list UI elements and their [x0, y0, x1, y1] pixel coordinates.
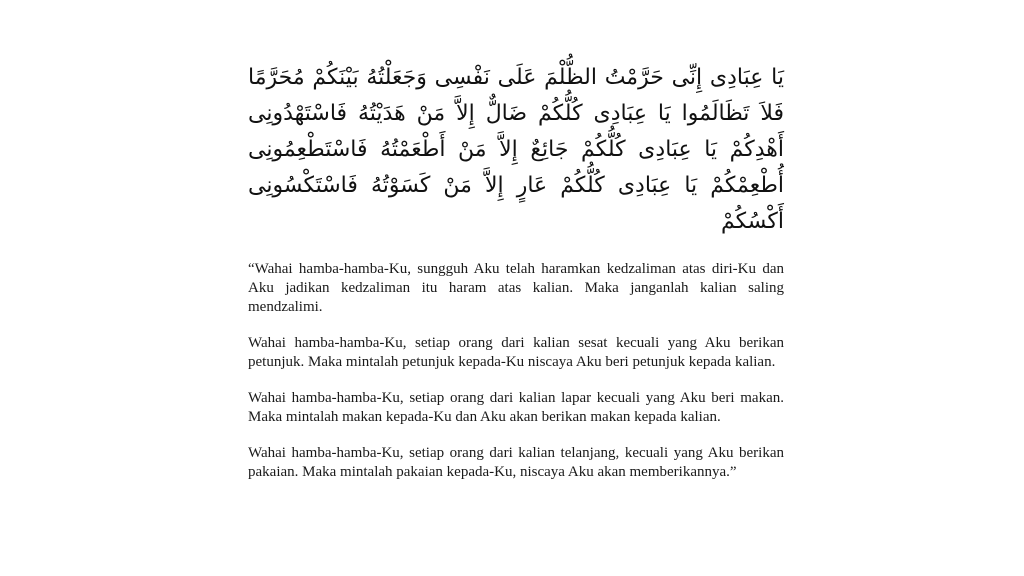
document-page [248, 60, 784, 499]
arabic-hadith-text: يَا عِبَادِى إِنِّى حَرَّمْتُ الظُّلْمَ عَلَى نَفْسِى وَجَعَلْتُهُ بَيْنَكُمْ مُحَرَّمًا فَلاَ تَظَالَمُوا يَا عِبَادِى كُلُّكُمْ ضَالٌّ إِلاَّ مَنْ هَدَيْتُهُ فَاسْتَهْدُونِى أَهْدِكُمْ يَا عِبَادِى كُلُّكُمْ جَائِعٌ إِلاَّ مَنْ أَطْعَمْتُهُ فَاسْتَطْعِمُونِى أُطْعِمْكُمْ يَا عِبَادِى كُلُّكُمْ عَارٍ إِلاَّ مَنْ كَسَوْتُهُ فَاسْتَكْسُونِى أَكْسُكُمْ [248, 65, 784, 234]
translation-paragraph-4: Wahai hamba-hamba-Ku, setiap orang dari kalian telanjang, kecuali yang Aku berikan pakaian. Maka mintalah pakaian kepada-Ku, niscaya Aku akan memberikannya.” [248, 445, 784, 480]
translation-paragraph-2: Wahai hamba-hamba-Ku, setiap orang dari kalian sesat kecuali yang Aku berikan petunjuk. Maka mintalah petunjuk kepada-Ku niscaya Aku beri petunjuk kepada kalian. [248, 335, 784, 370]
translation-paragraph-1: “Wahai hamba-hamba-Ku, sungguh Aku telah haramkan kedzaliman atas diri-Ku dan Aku jadikan kedzaliman itu haram atas kalian. Maka janganlah kalian saling mendzalimi. [248, 261, 784, 315]
translation-paragraph-3: Wahai hamba-hamba-Ku, setiap orang dari kalian lapar kecuali yang Aku beri makan. Maka mintalah makan kepada-Ku dan Aku akan berikan makan kepada kalian. [248, 390, 784, 425]
